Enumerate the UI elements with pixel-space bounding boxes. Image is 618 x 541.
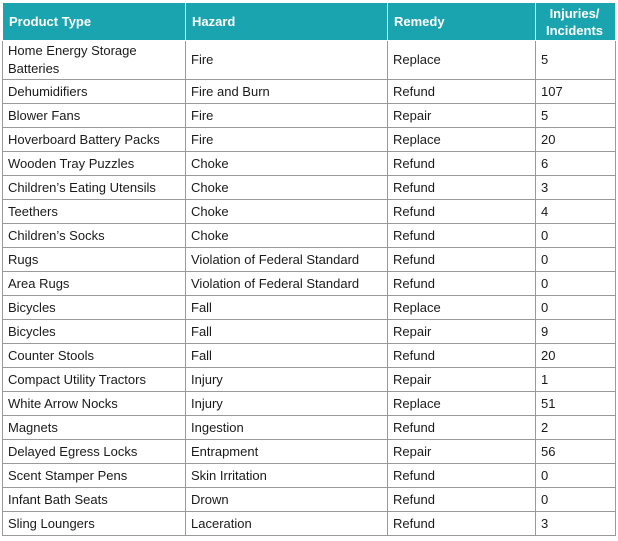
table-row (3, 152, 616, 176)
recall-table (2, 2, 616, 536)
header-injuries-incidents (536, 3, 616, 41)
cell-injuries-incidents: 2 (536, 416, 616, 440)
cell-product-type: Rugs (3, 248, 186, 272)
cell-product-type: Scent Stamper Pens (3, 464, 186, 488)
cell-remedy: Refund (388, 512, 536, 536)
cell-product-type: Delayed Egress Locks (3, 440, 186, 464)
cell-remedy: Refund (388, 152, 536, 176)
cell-product-type: Blower Fans (3, 104, 186, 128)
cell-product-type: Children’s Eating Utensils (3, 176, 186, 200)
cell-product-type: Teethers (3, 200, 186, 224)
cell-hazard: Injury (186, 392, 388, 416)
cell-hazard: Fire (186, 41, 388, 80)
cell-product-type: Bicycles (3, 320, 186, 344)
cell-remedy: Repair (388, 368, 536, 392)
cell-injuries-incidents: 20 (536, 344, 616, 368)
cell-remedy: Refund (388, 344, 536, 368)
cell-remedy: Replace (388, 296, 536, 320)
cell-hazard: Drown (186, 488, 388, 512)
table-row (3, 368, 616, 392)
cell-injuries-incidents: 107 (536, 80, 616, 104)
table-row (3, 320, 616, 344)
cell-remedy: Replace (388, 128, 536, 152)
cell-remedy: Refund (388, 464, 536, 488)
cell-injuries-incidents: 51 (536, 392, 616, 416)
table-row (3, 488, 616, 512)
cell-remedy: Refund (388, 272, 536, 296)
table-row (3, 440, 616, 464)
table-row (3, 272, 616, 296)
cell-remedy: Replace (388, 392, 536, 416)
cell-product-type: Home Energy Storage Batteries (3, 41, 186, 80)
cell-remedy: Refund (388, 416, 536, 440)
cell-product-type: Bicycles (3, 296, 186, 320)
cell-injuries-incidents: 9 (536, 320, 616, 344)
cell-product-type: Magnets (3, 416, 186, 440)
cell-hazard: Choke (186, 224, 388, 248)
header-row (3, 3, 616, 41)
table-row (3, 80, 616, 104)
cell-injuries-incidents: 20 (536, 128, 616, 152)
recall-table-container (2, 2, 615, 536)
cell-remedy: Refund (388, 248, 536, 272)
cell-hazard: Fall (186, 344, 388, 368)
cell-hazard: Fire (186, 104, 388, 128)
cell-hazard: Fall (186, 296, 388, 320)
cell-injuries-incidents: 0 (536, 272, 616, 296)
cell-remedy: Repair (388, 440, 536, 464)
cell-hazard: Choke (186, 152, 388, 176)
table-row (3, 248, 616, 272)
cell-product-type: Counter Stools (3, 344, 186, 368)
cell-hazard: Choke (186, 176, 388, 200)
cell-hazard: Violation of Federal Standard (186, 248, 388, 272)
cell-remedy: Refund (388, 224, 536, 248)
cell-product-type: Children’s Socks (3, 224, 186, 248)
table-row (3, 200, 616, 224)
table-row (3, 128, 616, 152)
cell-hazard: Violation of Federal Standard (186, 272, 388, 296)
header-hazard: Hazard (186, 3, 388, 41)
table-row (3, 224, 616, 248)
table-row (3, 104, 616, 128)
table-header (3, 3, 616, 41)
table-row (3, 512, 616, 536)
cell-product-type: Sling Loungers (3, 512, 186, 536)
cell-hazard: Choke (186, 200, 388, 224)
cell-injuries-incidents: 3 (536, 512, 616, 536)
cell-injuries-incidents: 6 (536, 152, 616, 176)
header-remedy: Remedy (388, 3, 536, 41)
table-body (3, 41, 616, 536)
cell-hazard: Fire and Burn (186, 80, 388, 104)
cell-injuries-incidents: 0 (536, 248, 616, 272)
cell-injuries-incidents: 0 (536, 224, 616, 248)
cell-injuries-incidents: 4 (536, 200, 616, 224)
cell-hazard: Entrapment (186, 440, 388, 464)
cell-product-type: Hoverboard Battery Packs (3, 128, 186, 152)
table-row (3, 176, 616, 200)
cell-product-type: Compact Utility Tractors (3, 368, 186, 392)
table-row (3, 344, 616, 368)
cell-injuries-incidents: 56 (536, 440, 616, 464)
cell-injuries-incidents: 3 (536, 176, 616, 200)
cell-product-type: Area Rugs (3, 272, 186, 296)
cell-product-type: Dehumidifiers (3, 80, 186, 104)
cell-product-type: Infant Bath Seats (3, 488, 186, 512)
cell-hazard: Ingestion (186, 416, 388, 440)
cell-product-type: Wooden Tray Puzzles (3, 152, 186, 176)
table-row (3, 392, 616, 416)
cell-remedy: Refund (388, 200, 536, 224)
header-injuries-line2: Incidents (545, 22, 604, 38)
cell-remedy: Repair (388, 320, 536, 344)
cell-remedy: Replace (388, 41, 536, 80)
cell-product-type: White Arrow Nocks (3, 392, 186, 416)
table-row (3, 464, 616, 488)
header-product-type: Product Type (3, 3, 186, 41)
cell-injuries-incidents: 5 (536, 41, 616, 80)
header-injuries-line1: Injuries/ (549, 5, 600, 21)
table-row (3, 416, 616, 440)
cell-remedy: Refund (388, 488, 536, 512)
cell-injuries-incidents: 1 (536, 368, 616, 392)
cell-hazard: Laceration (186, 512, 388, 536)
cell-remedy: Refund (388, 176, 536, 200)
cell-hazard: Fire (186, 128, 388, 152)
cell-remedy: Repair (388, 104, 536, 128)
cell-hazard: Injury (186, 368, 388, 392)
cell-hazard: Fall (186, 320, 388, 344)
table-row (3, 296, 616, 320)
table-row (3, 41, 616, 80)
cell-remedy: Refund (388, 80, 536, 104)
cell-injuries-incidents: 0 (536, 464, 616, 488)
cell-hazard: Skin Irritation (186, 464, 388, 488)
cell-injuries-incidents: 0 (536, 488, 616, 512)
cell-injuries-incidents: 0 (536, 296, 616, 320)
cell-injuries-incidents: 5 (536, 104, 616, 128)
